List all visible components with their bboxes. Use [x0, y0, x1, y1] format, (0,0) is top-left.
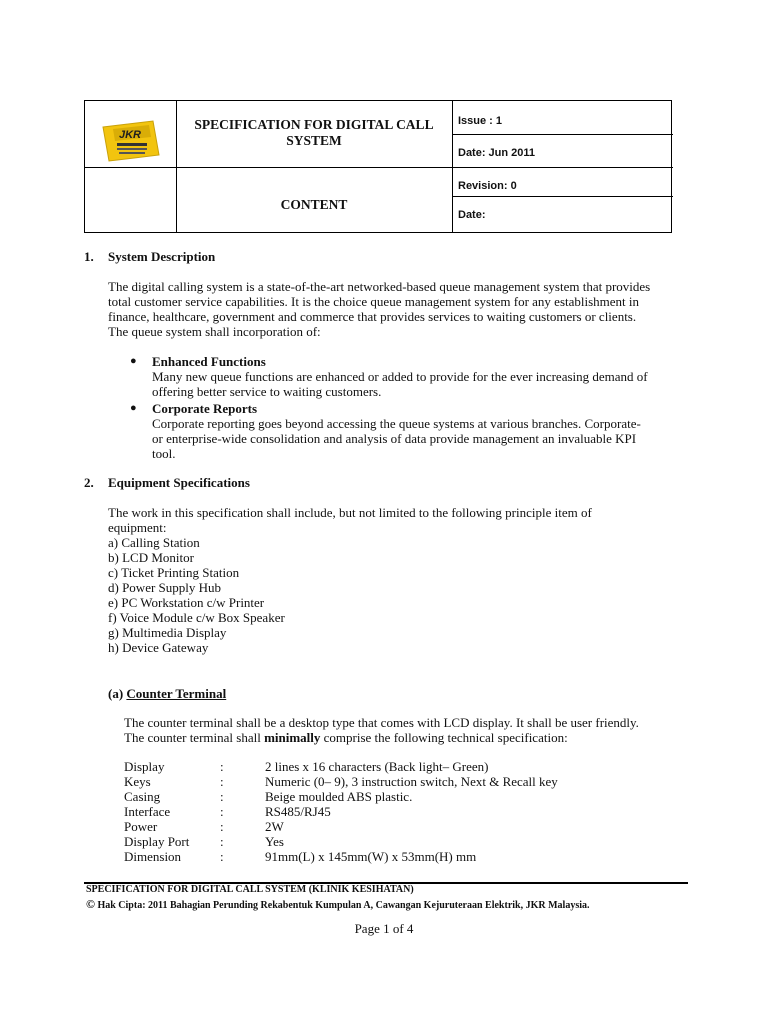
bullet-line: Many new queue functions are enhanced or added to provide for the ever increasing demand of: [152, 369, 648, 384]
list-item: h) Device Gateway: [108, 640, 209, 655]
paragraph-line: The counter terminal shall be a desktop type that comes with LCD display. It shall be user friendly.: [124, 715, 639, 730]
section-1-intro: [108, 279, 650, 339]
section-2-heading: Equipment Specifications: [108, 475, 250, 490]
spec-label: Display Port: [124, 834, 190, 849]
text-segment: comprise the following technical specification:: [320, 730, 568, 745]
bullet-enhanced-functions: [152, 354, 648, 399]
paragraph-line: The digital calling system is a state-of-the-art networked-based queue management system that provides: [108, 279, 651, 294]
bullet-title: Enhanced Functions: [152, 354, 266, 369]
spec-label: Interface: [124, 804, 171, 819]
spec-row-display-port: [124, 834, 644, 849]
issue-label: Issue : 1: [458, 115, 503, 127]
bullet-icon: ●: [130, 402, 137, 414]
revision-label: Revision: 0: [458, 180, 517, 192]
spec-row-dimension: [124, 849, 644, 864]
spec-row-casing: [124, 789, 644, 804]
bullet-line: tool.: [152, 446, 176, 461]
page-number: Page 1 of 4: [354, 921, 414, 936]
spec-row-keys: [124, 774, 644, 789]
subsection-a-intro: [124, 715, 639, 745]
bullet-line: Corporate reporting goes beyond accessing the queue systems at various branches. Corporate-: [152, 416, 641, 431]
emphasis-text: minimally: [264, 730, 321, 745]
header-divider: [452, 196, 673, 197]
spec-value: Yes: [265, 834, 284, 849]
section-1-number: 1.: [84, 249, 94, 264]
section-1-heading: System Description: [108, 249, 216, 264]
date-field-label: Date:: [458, 209, 486, 221]
logo-cell: [85, 101, 176, 167]
spec-label: Keys: [124, 774, 151, 789]
bullet-corporate-reports: [152, 401, 641, 461]
list-item: e) PC Workstation c/w Printer: [108, 595, 265, 610]
bullet-line: or enterprise-wide consolidation and analysis of data provide management an invaluable KPI: [152, 431, 637, 446]
document-title: SPECIFICATION FOR DIGITAL CALL SYSTEM: [194, 117, 434, 148]
copyright-icon: ©: [86, 897, 95, 911]
paragraph-line: total customer service capabilities. It is the choice queue management system for any establishment in: [108, 294, 640, 309]
spec-separator: :: [220, 849, 224, 864]
document-header-table: [84, 100, 672, 233]
header-divider: [452, 167, 673, 168]
spec-separator: :: [220, 774, 224, 789]
spec-label: Display: [124, 759, 165, 774]
spec-separator: :: [220, 834, 224, 849]
subsection-a-heading: [108, 686, 226, 702]
spec-value: RS485/RJ45: [265, 804, 331, 819]
footer-title: SPECIFICATION FOR DIGITAL CALL SYSTEM (KLINIK KESIHATAN): [86, 884, 414, 895]
spec-value: 91mm(L) x 145mm(W) x 53mm(H) mm: [265, 849, 477, 864]
list-item: b) LCD Monitor: [108, 550, 194, 565]
spec-separator: :: [220, 819, 224, 834]
logo-text: JKR: [119, 129, 142, 141]
content-label: CONTENT: [280, 197, 348, 212]
footer-copyright: [86, 897, 590, 912]
paragraph-line: finance, healthcare, government and commerce that provides services to waiting customers or clients.: [108, 309, 637, 324]
copyright-text: Hak Cipta: 2011 Bahagian Perunding Rekabentuk Kumpulan A, Cawangan Kejuruteraan Elektrik, JKR Malaysia.: [97, 900, 590, 911]
bullet-icon: ●: [130, 355, 137, 367]
section-2-intro: [108, 505, 592, 655]
subsection-title: Counter Terminal: [126, 686, 227, 701]
list-item: f) Voice Module c/w Box Speaker: [108, 610, 285, 625]
spec-value: 2 lines x 16 characters (Back light– Green): [265, 759, 489, 774]
list-item: c) Ticket Printing Station: [108, 565, 240, 580]
paragraph-line: equipment:: [108, 520, 167, 535]
jkr-logo: [99, 117, 163, 165]
bullet-line: offering better service to waiting customers.: [152, 384, 382, 399]
spec-separator: :: [220, 759, 224, 774]
header-divider: [85, 167, 452, 168]
list-item: a) Calling Station: [108, 535, 200, 550]
spec-label: Casing: [124, 789, 161, 804]
date-label: Date: Jun 2011: [458, 147, 536, 159]
paragraph-line: [124, 730, 639, 745]
paragraph-line: The work in this specification shall include, but not limited to the following principle item of: [108, 505, 592, 520]
spec-value: 2W: [265, 819, 284, 834]
spec-row-interface: [124, 804, 644, 819]
bullet-title: Corporate Reports: [152, 401, 258, 416]
list-item: g) Multimedia Display: [108, 625, 227, 640]
spec-value: Beige moulded ABS plastic.: [265, 789, 413, 804]
paragraph-line: The queue system shall incorporation of:: [108, 324, 321, 339]
header-divider: [452, 134, 673, 135]
spec-value: Numeric (0– 9), 3 instruction switch, Next & Recall key: [265, 774, 558, 789]
section-2-number: 2.: [84, 475, 94, 490]
spec-label: Power: [124, 819, 158, 834]
list-item: d) Power Supply Hub: [108, 580, 222, 595]
spec-separator: :: [220, 804, 224, 819]
text-segment: The counter terminal shall: [124, 730, 265, 745]
spec-row-power: [124, 819, 644, 834]
spec-label: Dimension: [124, 849, 182, 864]
spec-separator: :: [220, 789, 224, 804]
subsection-prefix: (a): [108, 686, 124, 701]
spec-row-display: [124, 759, 644, 774]
